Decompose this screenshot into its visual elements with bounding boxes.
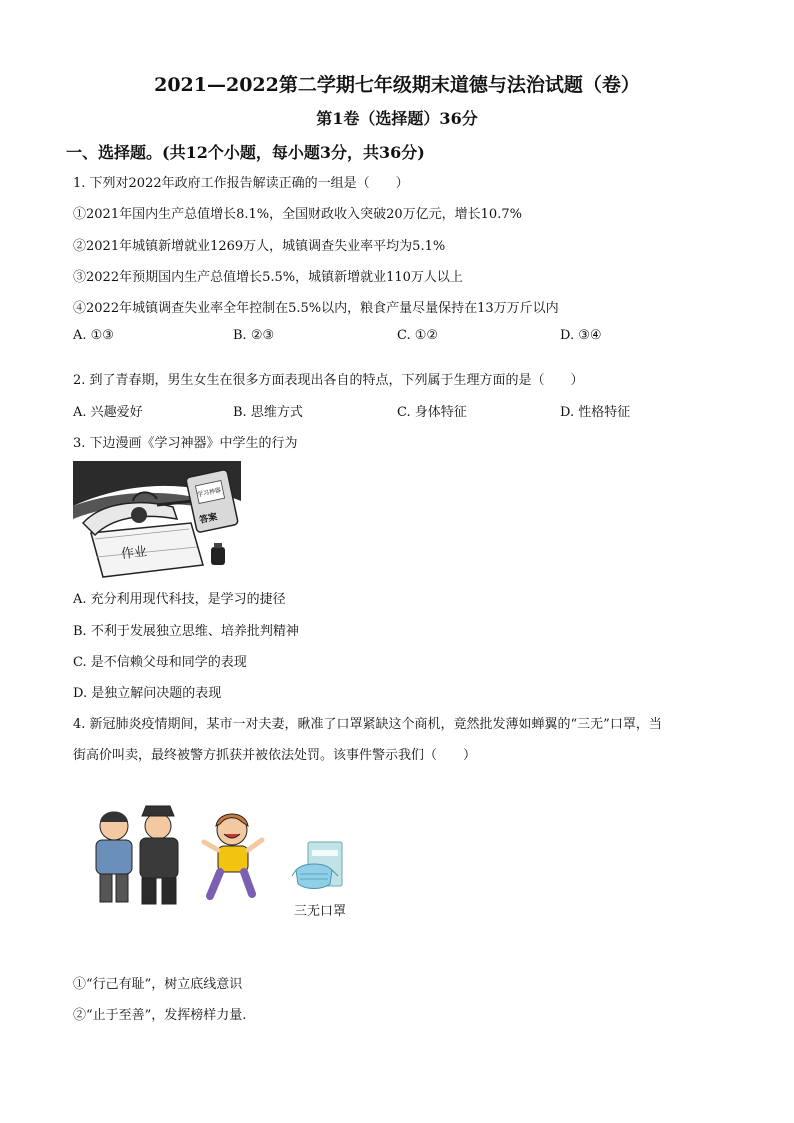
q2-stem: 2. 到了青春期，男生女生在很多方面表现出各自的特点，下列属于生理方面的是（ ） (73, 373, 584, 388)
q3-option-d: D. 是独立解问决题的表现 (73, 686, 222, 701)
q1-option-d: D. ③④ (560, 328, 602, 343)
cartoon-answer-label: 答案 (198, 512, 219, 526)
cartoon-paper-label: 作业 (120, 544, 148, 563)
q1-option-b: B. ②③ (233, 328, 275, 343)
q2-option-a: A. 兴趣爱好 (73, 405, 143, 420)
q4-item-1: ①“行己有耻”，树立底线意识 (73, 977, 243, 992)
q1-stem: 1. 下列对2022年政府工作报告解读正确的一组是（ ） (73, 176, 409, 191)
q2-option-d: D. 性格特征 (560, 405, 631, 420)
page-title: 2021—2022第二学期七年级期末道德与法治试题（卷） (154, 74, 640, 96)
q4-item-2: ②“止于至善”，发挥榜样力量. (73, 1008, 247, 1023)
q1-item-1: ①2021年国内生产总值增长8.1%，全国财政收入突破20万亿元，增长10.7% (73, 207, 522, 222)
study-tool-cartoon (73, 461, 241, 579)
q3-stem: 3. 下边漫画《学习神器》中学生的行为 (73, 436, 298, 451)
q1-item-3: ③2022年预期国内生产总值增长5.5%，城镇新增就业110万人以上 (73, 270, 463, 285)
q2-option-c: C. 身体特征 (397, 405, 467, 420)
q3-option-c: C. 是不信赖父母和同学的表现 (73, 655, 247, 670)
q1-item-2: ②2021年城镇新增就业1269万人，城镇调查失业率平均为5.1% (73, 239, 446, 254)
police-arrest-cartoon (82, 796, 272, 908)
q4-stem-line-1: 4. 新冠肺炎疫情期间，某市一对夫妻，瞅准了口罩紧缺这个商机，竟然批发薄如蝉翼的“三无”口罩，当 (73, 717, 662, 732)
q1-item-4: ④2022年城镇调查失业率全年控制在5.5%以内，粮食产量尽量保持在13万万斤以内 (73, 301, 559, 316)
mask-package-image (290, 838, 348, 896)
q1-option-a: A. ①③ (73, 328, 114, 343)
q2-option-b: B. 思维方式 (233, 405, 303, 420)
q4-stem-line-2: 街高价叫卖，最终被警方抓获并被依法处罚。该事件警示我们（ ） (73, 748, 477, 763)
q1-option-c: C. ①② (397, 328, 439, 343)
cartoon-book-label: 学习神器 (196, 486, 222, 499)
part-subtitle: 第1卷（选择题）36分 (316, 109, 478, 128)
mask-caption: 三无口罩 (294, 903, 347, 918)
section-heading: 一、选择题。(共12个小题，每小题3分，共36分) (66, 143, 425, 162)
q3-option-a: A. 充分利用现代科技，是学习的捷径 (73, 592, 286, 607)
q3-option-b: B. 不利于发展独立思维、培养批判精神 (73, 624, 299, 639)
